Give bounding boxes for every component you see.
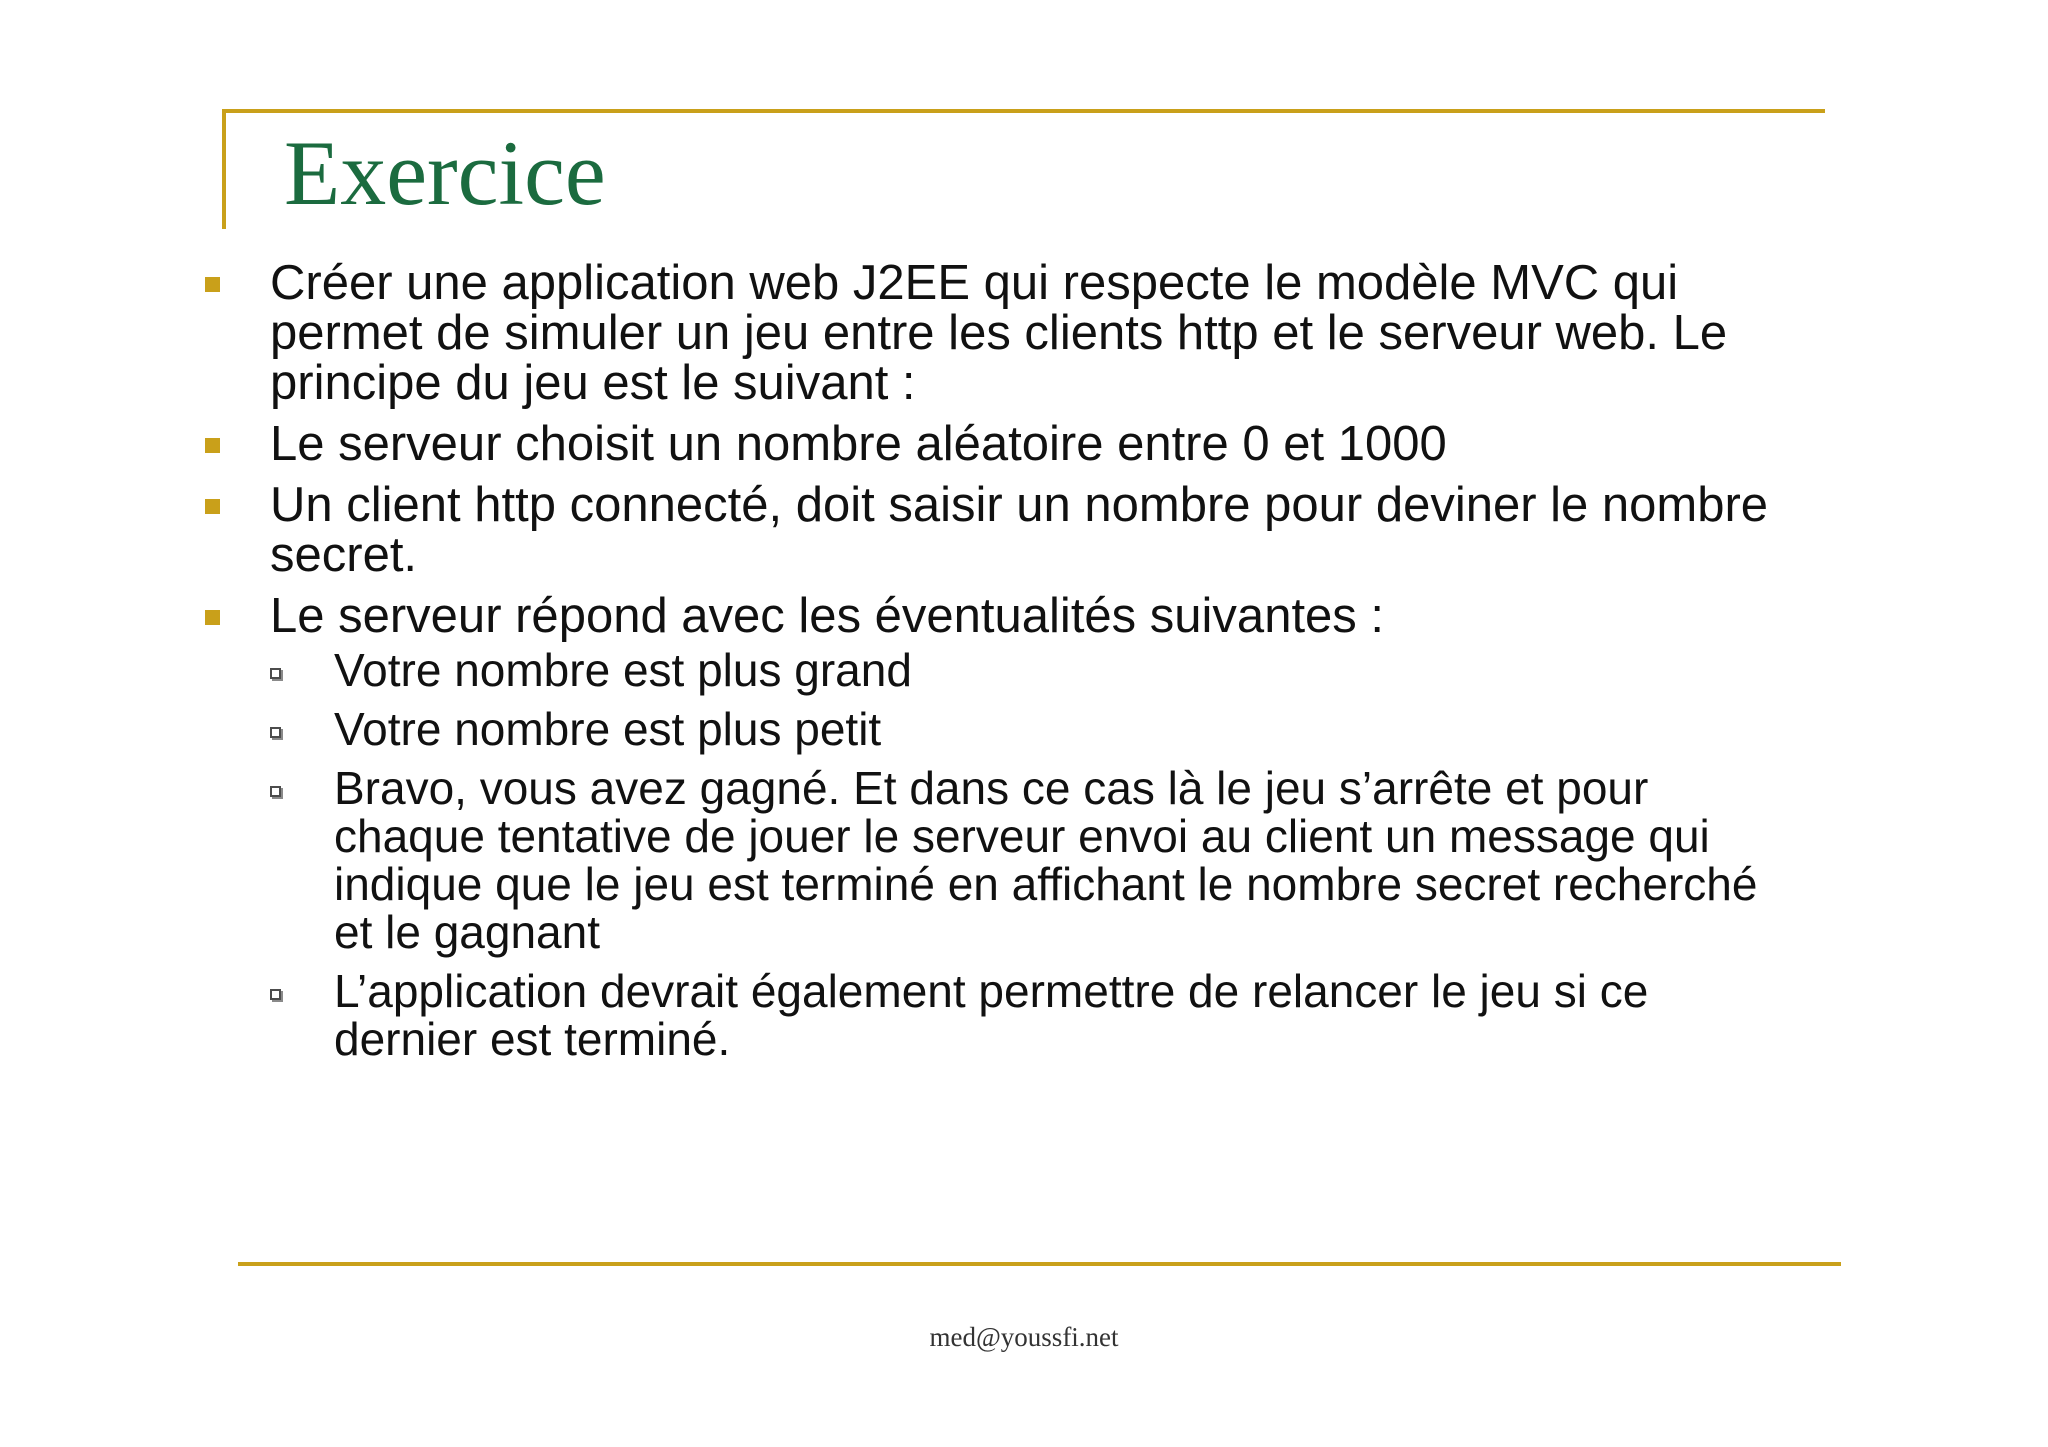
sub-bullet-list: [270, 646, 1800, 1063]
footer-divider: [238, 1262, 1841, 1266]
square-bullet-icon: [205, 610, 220, 625]
bullet-text: Le serveur répond avec les éventualités suivantes :: [270, 589, 1385, 643]
title-frame-left-line: [222, 109, 226, 229]
square-bullet-icon: [205, 277, 220, 292]
bullet-item: [200, 419, 1800, 469]
square-bullet-icon: [205, 499, 220, 514]
sub-bullet-item: [270, 705, 1800, 753]
title-frame-top-line: [222, 109, 1825, 113]
sub-bullet-text: Votre nombre est plus petit: [334, 703, 882, 755]
bullet-item: [200, 591, 1800, 1063]
bullet-item: [200, 258, 1800, 408]
footer-email: med@youssfi.net: [929, 1322, 1119, 1352]
bullet-list: [200, 258, 1800, 1074]
slide-title: Exercice: [284, 122, 606, 224]
hollow-square-bullet-icon: [270, 786, 281, 797]
hollow-square-bullet-icon: [270, 727, 281, 738]
bullet-item: [200, 480, 1800, 580]
sub-bullet-text: Bravo, vous avez gagné. Et dans ce cas là le jeu s’arrête et pour chaque tentative de jouer le serveur envoi au client un message qui indique que le jeu est terminé en affichant le nombre secret recherché et le gagnant: [334, 762, 1758, 958]
sub-bullet-item: [270, 646, 1800, 694]
bullet-text: Un client http connecté, doit saisir un nombre pour deviner le nombre secret.: [270, 478, 1769, 582]
square-bullet-icon: [205, 438, 220, 453]
hollow-square-bullet-icon: [270, 989, 281, 1000]
sub-bullet-item: [270, 967, 1800, 1063]
sub-bullet-item: [270, 764, 1800, 956]
hollow-square-bullet-icon: [270, 668, 281, 679]
bullet-text: Créer une application web J2EE qui respecte le modèle MVC qui permet de simuler un jeu entre les clients http et le serveur web. Le principe du jeu est le suivant :: [270, 256, 1728, 410]
bullet-text: Le serveur choisit un nombre aléatoire entre 0 et 1000: [270, 417, 1447, 471]
sub-bullet-text: Votre nombre est plus grand: [334, 644, 912, 696]
sub-bullet-text: L’application devrait également permettre de relancer le jeu si ce dernier est terminé.: [334, 965, 1649, 1065]
